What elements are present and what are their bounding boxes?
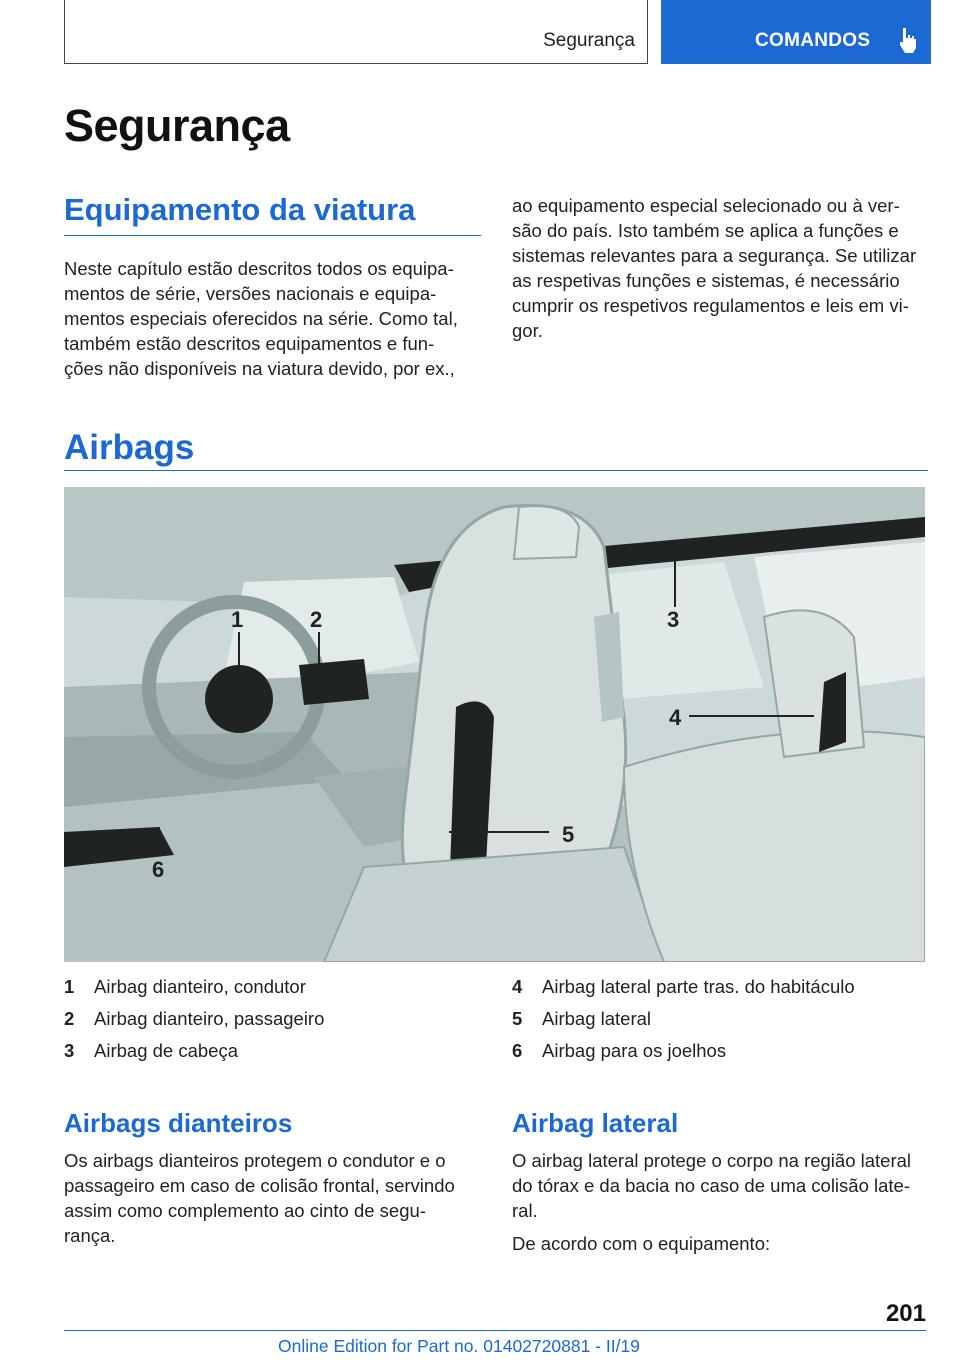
callout-6: 6 — [152, 857, 165, 882]
car-interior-drawing — [64, 487, 925, 962]
legend-right — [512, 976, 932, 1076]
text-line: as respetivas funções e sistemas, é necessário — [512, 270, 900, 291]
legend-number: 2 — [64, 1008, 75, 1029]
page-number: 201 — [885, 1300, 926, 1327]
text-line: Neste capítulo estão descritos todos os equipa‐ — [64, 258, 454, 279]
legend-number: 1 — [64, 976, 75, 997]
legend-label: Airbag para os joelhos — [542, 1040, 727, 1061]
side-airbag-heading: Airbag lateral — [512, 1108, 679, 1138]
callout-1: 1 — [231, 607, 244, 632]
text-line: mentos especiais oferecidos na série. Como tal, — [64, 308, 458, 329]
footer-edition-text[interactable]: Online Edition for Part no. 01402720881 - II/19 — [278, 1336, 640, 1356]
text-line: sistemas relevantes para a segurança. Se utilizar — [512, 245, 917, 266]
text-line: do tórax e da bacia no caso de uma colisão late‐ — [512, 1175, 910, 1196]
side-airbag-equipment-note: De acordo com o equipamento: — [512, 1233, 771, 1254]
text-line: mentos de série, versões nacionais e equipa‐ — [64, 283, 437, 304]
legend-label: Airbag dianteiro, condutor — [94, 976, 306, 997]
text-line: O airbag lateral protege o corpo na região lateral — [512, 1150, 912, 1171]
section-tab-label: Segurança — [543, 30, 635, 51]
footer-rule — [64, 1330, 926, 1331]
airbag-illustration — [64, 487, 925, 962]
text-line: rança. — [64, 1225, 116, 1246]
section-tab — [64, 0, 648, 64]
callout-2: 2 — [310, 607, 323, 632]
text-line: gor. — [512, 320, 543, 341]
text-line: são do país. Isto também se aplica a funções e — [512, 220, 899, 241]
equipment-left-paragraph — [64, 256, 484, 381]
text-line: passageiro em caso de colisão frontal, servindo — [64, 1175, 455, 1196]
text-line: cumprir os respetivos regulamentos e leis em vi‐ — [512, 295, 909, 316]
legend-number: 5 — [512, 1008, 523, 1029]
legend-number: 4 — [512, 976, 523, 997]
legend-label: Airbag dianteiro, passageiro — [94, 1008, 325, 1029]
callout-5: 5 — [562, 822, 575, 847]
airbags-rule — [64, 470, 928, 471]
text-line: assim como complemento ao cinto de segu‐ — [64, 1200, 426, 1221]
callout-3: 3 — [667, 607, 680, 632]
legend-number: 3 — [64, 1040, 75, 1061]
callout-4: 4 — [669, 705, 682, 730]
text-line: ao equipamento especial selecionado ou à ver‐ — [512, 195, 900, 216]
equipment-right-paragraph — [512, 193, 932, 343]
front-airbags-heading: Airbags dianteiros — [64, 1108, 293, 1138]
page-title: Segurança — [64, 100, 290, 151]
pointing-hand-icon — [897, 26, 919, 54]
legend-label: Airbag lateral — [542, 1008, 652, 1029]
text-line: ções não disponíveis na viatura devido, por ex., — [64, 358, 455, 379]
chapter-tab-label: COMANDOS — [755, 30, 871, 51]
side-airbag-paragraph — [512, 1148, 932, 1223]
front-airbags-paragraph — [64, 1148, 484, 1248]
legend-label: Airbag lateral parte tras. do habitáculo — [542, 976, 855, 997]
legend-number: 6 — [512, 1040, 523, 1061]
equipment-rule — [64, 235, 481, 236]
text-line: também estão descritos equipamentos e fun‐ — [64, 333, 435, 354]
text-line: Os airbags dianteiros protegem o condutor e o — [64, 1150, 446, 1171]
equipment-heading: Equipamento da viatura — [64, 192, 416, 227]
airbags-heading: Airbags — [64, 428, 195, 467]
legend-left — [64, 976, 484, 1076]
chapter-tab[interactable] — [661, 0, 931, 64]
legend-label: Airbag de cabeça — [94, 1040, 238, 1061]
text-line: ral. — [512, 1200, 538, 1221]
